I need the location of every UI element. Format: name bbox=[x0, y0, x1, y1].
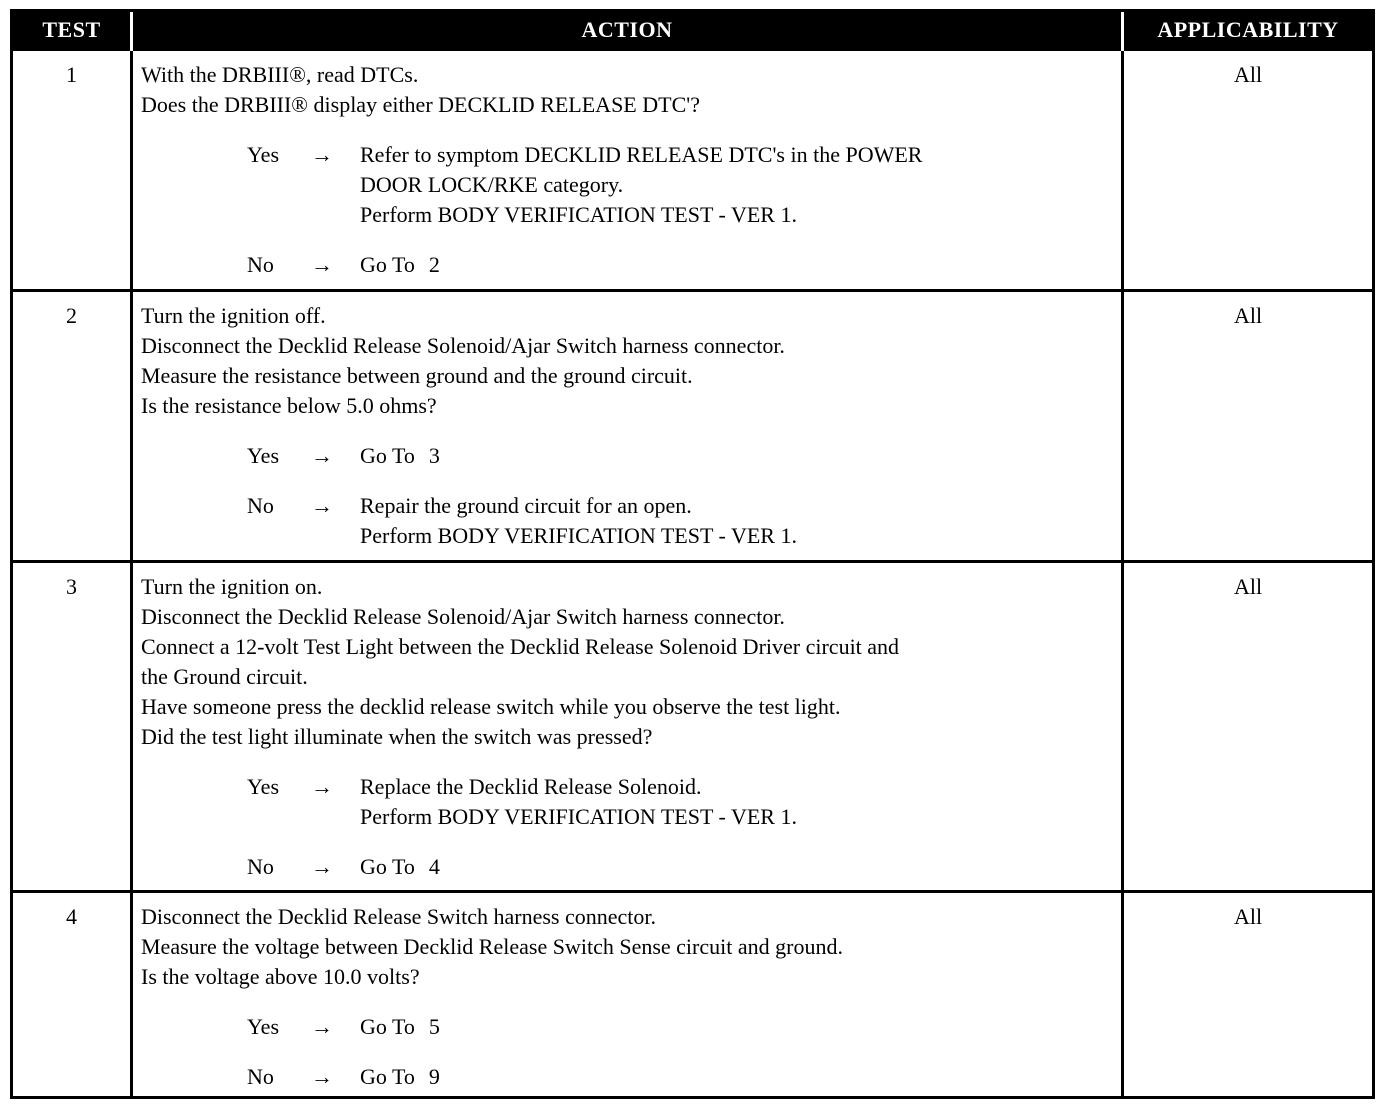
applicability-cell: All bbox=[1123, 892, 1373, 1097]
answer-yes bbox=[141, 441, 1115, 471]
answer-result bbox=[360, 1062, 1115, 1092]
question-line: Turn the ignition on. bbox=[141, 574, 323, 599]
table-row bbox=[13, 291, 1372, 562]
answer-label: Yes bbox=[247, 1014, 280, 1039]
question-line: Turn the ignition off. bbox=[141, 303, 326, 328]
arrow-icon: → bbox=[311, 1014, 333, 1039]
result-line: Repair the ground circuit for an open. bbox=[360, 493, 692, 518]
table-row bbox=[13, 892, 1372, 1097]
answer-label: No bbox=[247, 1064, 274, 1089]
answer-yes bbox=[141, 772, 1115, 832]
question-line: Does the DRBIII® display either DECKLID RELEASE DTC'? bbox=[141, 92, 700, 117]
question-line: Measure the voltage between Decklid Release Switch Sense circuit and ground. bbox=[141, 934, 843, 959]
question-line: Is the voltage above 10.0 volts? bbox=[141, 964, 420, 989]
answer-label: No bbox=[247, 854, 274, 879]
answer-result bbox=[360, 250, 1115, 280]
action-cell bbox=[132, 291, 1123, 562]
question-line: Is the resistance below 5.0 ohms? bbox=[141, 393, 437, 418]
answer-result bbox=[360, 491, 1115, 551]
test-number: 4 bbox=[13, 892, 132, 1097]
action-cell bbox=[132, 562, 1123, 892]
question-line: Did the test light illuminate when the switch was pressed? bbox=[141, 724, 653, 749]
action-cell bbox=[132, 892, 1123, 1097]
header-action: ACTION bbox=[132, 12, 1123, 50]
result-line: Perform BODY VERIFICATION TEST - VER 1. bbox=[360, 523, 797, 548]
table-row bbox=[13, 50, 1372, 291]
goto-number: 9 bbox=[428, 1064, 440, 1089]
answer-result bbox=[360, 441, 1115, 471]
question-line: Disconnect the Decklid Release Solenoid/Ajar Switch harness connector. bbox=[141, 604, 785, 629]
goto-number: 4 bbox=[428, 854, 440, 879]
applicability-cell: All bbox=[1123, 50, 1373, 291]
result-line: DOOR LOCK/RKE category. bbox=[360, 172, 624, 197]
question-line: Connect a 12-volt Test Light between the Decklid Release Solenoid Driver circuit and bbox=[141, 634, 900, 659]
applicability-cell: All bbox=[1123, 562, 1373, 892]
result-line: Perform BODY VERIFICATION TEST - VER 1. bbox=[360, 202, 797, 227]
answer-yes bbox=[141, 140, 1115, 230]
diagnostic-table bbox=[13, 12, 1372, 1096]
answer-no bbox=[141, 491, 1115, 551]
goto-text: Go To bbox=[360, 1064, 415, 1089]
table-row bbox=[13, 562, 1372, 892]
answer-label: Yes bbox=[247, 774, 280, 799]
header-applicability: APPLICABILITY bbox=[1123, 12, 1373, 50]
answer-no bbox=[141, 250, 1115, 280]
applicability-cell: All bbox=[1123, 291, 1373, 562]
goto-number: 2 bbox=[428, 252, 440, 277]
header-test: TEST bbox=[13, 12, 132, 50]
question-line: Measure the resistance between ground and the ground circuit. bbox=[141, 363, 693, 388]
question-line: Have someone press the decklid release switch while you observe the test light. bbox=[141, 694, 841, 719]
arrow-icon: → bbox=[311, 854, 333, 879]
answer-label: Yes bbox=[247, 142, 280, 167]
goto-text: Go To bbox=[360, 1014, 415, 1039]
header-row bbox=[13, 12, 1372, 50]
goto-text: Go To bbox=[360, 443, 415, 468]
goto-number: 3 bbox=[428, 443, 440, 468]
result-line: Perform BODY VERIFICATION TEST - VER 1. bbox=[360, 804, 797, 829]
goto-text: Go To bbox=[360, 252, 415, 277]
answer-no bbox=[141, 852, 1115, 882]
diagnostic-table-sheet bbox=[10, 9, 1375, 1099]
answer-label: Yes bbox=[247, 443, 280, 468]
answer-result bbox=[360, 140, 1115, 230]
answer-yes bbox=[141, 1012, 1115, 1042]
test-number: 2 bbox=[13, 291, 132, 562]
goto-text: Go To bbox=[360, 854, 415, 879]
answer-label: No bbox=[247, 252, 274, 277]
answer-no bbox=[141, 1062, 1115, 1092]
result-line: Replace the Decklid Release Solenoid. bbox=[360, 774, 702, 799]
result-line: Refer to symptom DECKLID RELEASE DTC's in the POWER bbox=[360, 142, 923, 167]
arrow-icon: → bbox=[311, 493, 333, 518]
arrow-icon: → bbox=[311, 252, 333, 277]
question-line: Disconnect the Decklid Release Solenoid/Ajar Switch harness connector. bbox=[141, 333, 785, 358]
action-cell bbox=[132, 50, 1123, 291]
question-line: Disconnect the Decklid Release Switch harness connector. bbox=[141, 904, 657, 929]
arrow-icon: → bbox=[311, 142, 333, 167]
answer-label: No bbox=[247, 493, 274, 518]
answer-result bbox=[360, 852, 1115, 882]
answer-result bbox=[360, 1012, 1115, 1042]
question-line: the Ground circuit. bbox=[141, 664, 308, 689]
goto-number: 5 bbox=[428, 1014, 440, 1039]
test-number: 3 bbox=[13, 562, 132, 892]
answer-result bbox=[360, 772, 1115, 832]
test-number: 1 bbox=[13, 50, 132, 291]
arrow-icon: → bbox=[311, 774, 333, 799]
arrow-icon: → bbox=[311, 1064, 333, 1089]
arrow-icon: → bbox=[311, 443, 333, 468]
question-line: With the DRBIII®, read DTCs. bbox=[141, 62, 419, 87]
